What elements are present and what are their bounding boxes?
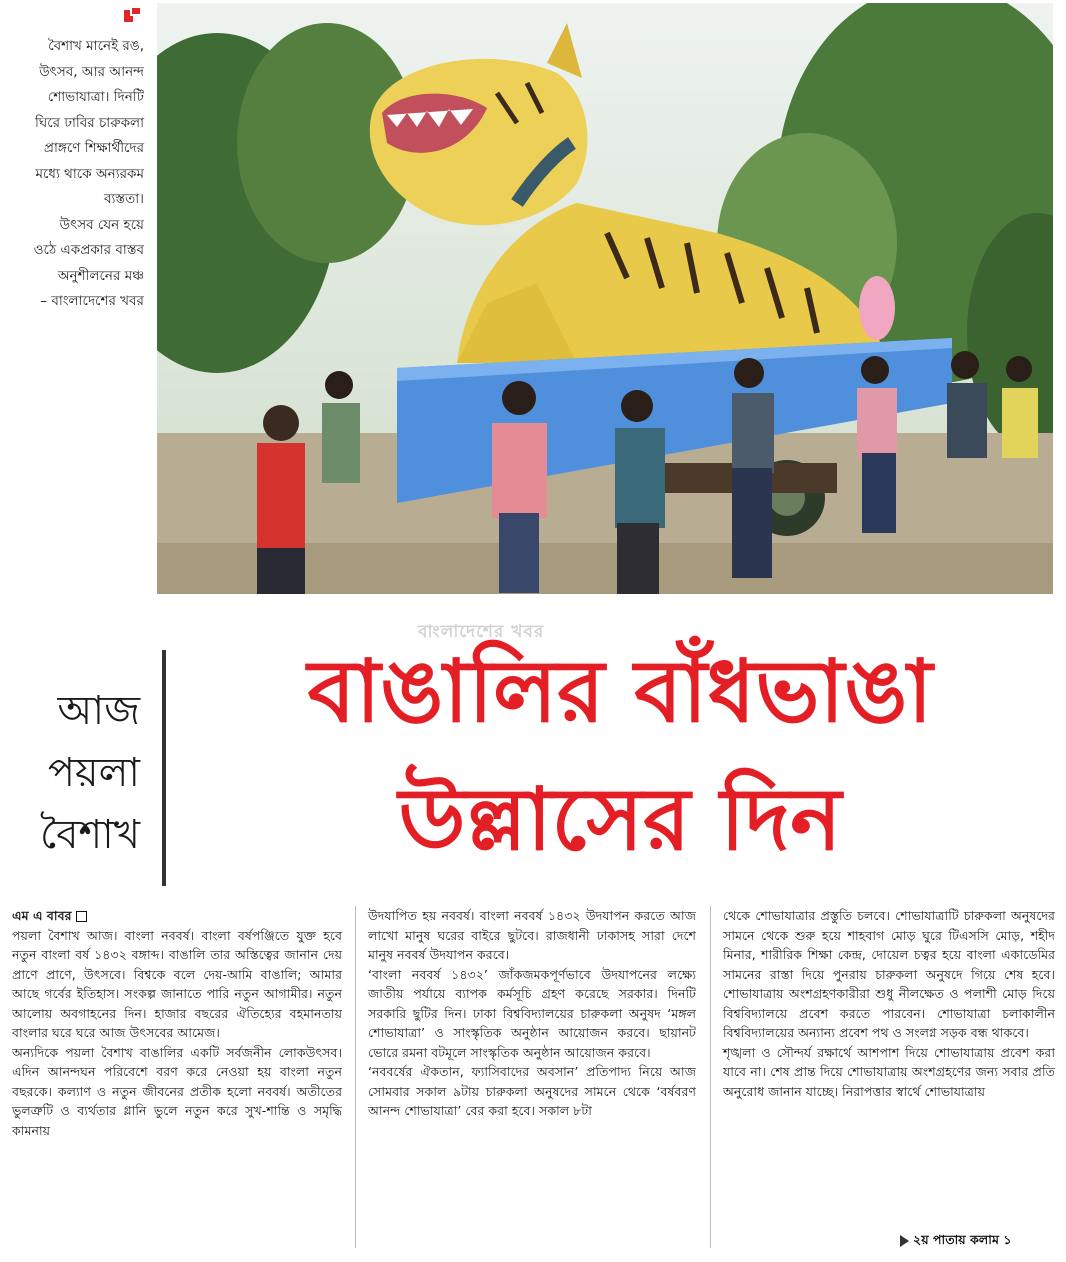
caption-line: অনুশীলনের মঞ্চ: [57, 267, 144, 284]
article-column-2: [368, 906, 696, 1121]
article-column-1: [12, 906, 342, 1140]
festival-tiger-photo-icon: [157, 3, 1053, 594]
column-divider: [355, 906, 356, 1248]
caption-line: উৎসব, আর আনন্দ: [39, 63, 144, 80]
caption-line: ঘিরে ঢাবির চারুকলা: [35, 114, 144, 131]
column-divider: [710, 906, 711, 1248]
paragraph: ‘বাংলা নববর্ষ ১৪৩২’ জাঁকজমকপূর্ণভাবে উদযাপনের লক্ষ্যে জাতীয় পর্যায়ে ব্যাপক কর্মসূচি গ্রহণ করেছে সরকার। দিনটি সরকারি ছুটির দিন। ঢাকা বিশ্ববিদ্যালয়ের চারুকলা অনুষদ ‘মঙ্গল শোভাযাত্রা’ ও সাংস্কৃতিক অনুষ্ঠান আয়োজন করবে। ছায়ানট ভোরে রমনা বটমূলে সাংস্কৃতিক অনুষ্ঠান আয়োজন করবে।: [368, 966, 696, 1060]
continued-link[interactable]: [900, 1232, 1012, 1252]
paragraph: শৃঙ্খলা ও সৌন্দর্য রক্ষার্থে আশপাশ দিয়ে শোভাযাত্রায় প্রবেশ করা যাবে না। শেষ প্রান্ত দিয়ে শোভাযাত্রায় অংশগ্রহণের জন্য সবার প্রতি অনুরোধ জানান যাচ্ছে। নিরাপত্তার স্বার্থে শোভাযাত্রায়: [723, 1044, 1055, 1099]
photo-caption: [14, 34, 144, 315]
headline-line-2: উল্লাসের দিন: [398, 770, 842, 870]
byline: [12, 906, 342, 926]
paragraph: ‘নববর্ষের ঐকতান, ফ্যাসিবাদের অবসান’ প্রতিপাদ্য নিয়ে আজ সোমবার সকাল ৯টায় চারুকলা অনুষদের সামনে থেকে ‘বর্ষবরণ আনন্দ শোভাযাত্রা’ বের করা হবে। সকাল ৮টা: [368, 1064, 696, 1118]
caption-line: প্রাঙ্গণে শিক্ষার্থীদের: [43, 140, 144, 156]
kicker-line: পয়লা: [47, 750, 140, 796]
arrow-right-icon: [900, 1235, 909, 1247]
article-column-3: [723, 906, 1055, 1101]
caption-line: ওঠে একপ্রকার বাস্তব: [33, 242, 144, 258]
kicker-line: বৈশাখ: [40, 812, 140, 858]
paragraph: অন্যদিকে পয়লা বৈশাখ বাঙালির একটি সর্বজনীন লোকউৎসব। এদিন আনন্দঘন পরিবেশে বরণ করে নেওয়া হয় বাংলা নতুন বছরকে। কল্যাণ ও নতুন জীবনের প্রতীক হলো নববর্ষ। অতীতের ভুলত্রুটি ও ব্যর্থতার গ্লানি ভুলে নতুন করে সুখ-শান্তি ও সমৃদ্ধি কামনায়: [12, 1044, 342, 1138]
paragraph: পয়লা বৈশাখ আজ। বাংলা নববর্ষ। বাংলা বর্ষপঞ্জিতে যুক্ত হবে নতুন বাংলা বর্ষ ১৪৩২ বঙ্গাব্দ। বাঙালি তার অস্তিত্বের জানান দেয় প্রাণে প্রাণে, উৎসবে। বিশ্বকে বলে দেয়-আমি বাঙালি; আমার আছে গর্বের ইতিহাস। সংকল্প জানাতে পারি নতুন আগামীর। নতুন আলোয় অবগাহনের দিন। হাজার বছরের ঐতিহ্যের বহমানতায় বাংলার ঘরে ঘরে আজ উৎসবের আমেজ।: [12, 927, 342, 1040]
watermark: বাংলাদেশের খবর: [418, 622, 545, 642]
kicker: [12, 680, 140, 866]
continued-label: ২য় পাতায় কলাম ১: [913, 1232, 1012, 1247]
caption-line: উৎসব যেন হয়ে: [59, 216, 144, 233]
paragraph: উদযাপিত হয় নববর্ষ। বাংলা নববর্ষ ১৪৩২ উদযাপন করতে আজ লাখো মানুষ ঘরের বাইরে ছুটবে। রাজধানী ঢাকাসহ সারা দেশে মানুষ নববর্ষ উদযাপন করবে।: [368, 908, 696, 962]
square-icon: [76, 911, 87, 922]
caption-line: মধ্যে থাকে অন্যরকম: [35, 165, 144, 182]
newspaper-logo-icon: [124, 6, 142, 22]
caption-line: ব্যস্ততা।: [103, 191, 144, 207]
byline-name: এম এ বাবর: [12, 908, 72, 923]
paragraph: থেকে শোভাযাত্রার প্রস্তুতি চলবে। শোভাযাত্রাটি চারুকলা অনুষদের সামনে থেকে শুরু হয়ে শাহবাগ মোড় ঘুরে টিএসসি মোড়, শহীদ মিনার, শারীরিক শিক্ষা কেন্দ্র, দোয়েল চত্বর হয়ে বাংলা একাডেমির সামনের রাস্তা দিয়ে পুনরায় চারুকলা অনুষদে গিয়ে শেষ হবে। শোভাযাত্রায় অংশগ্রহণকারীরা শুধু নীলক্ষেত ও পলাশী মোড় দিয়ে বিশ্ববিদ্যালয়ে প্রবেশ করতে পারবেন। শোভাযাত্রা চলাকালীন বিশ্ববিদ্যালয়ের অন্যান্য প্রবেশ পথ ও সংলগ্ন সড়ক বন্ধ থাকবে।: [723, 908, 1055, 1040]
festival-photo: [157, 3, 1053, 594]
headline: [180, 628, 1060, 884]
caption-line: শোভাযাত্রা। দিনটি: [47, 89, 144, 105]
kicker-line: আজ: [57, 688, 140, 734]
caption-line: – বাংলাদেশের খবর: [40, 293, 144, 309]
headline-line-1: বাঙালির বাঁধভাঙা: [307, 642, 933, 742]
caption-line: বৈশাখ মানেই রঙ,: [48, 38, 144, 54]
kicker-divider: [162, 650, 166, 886]
